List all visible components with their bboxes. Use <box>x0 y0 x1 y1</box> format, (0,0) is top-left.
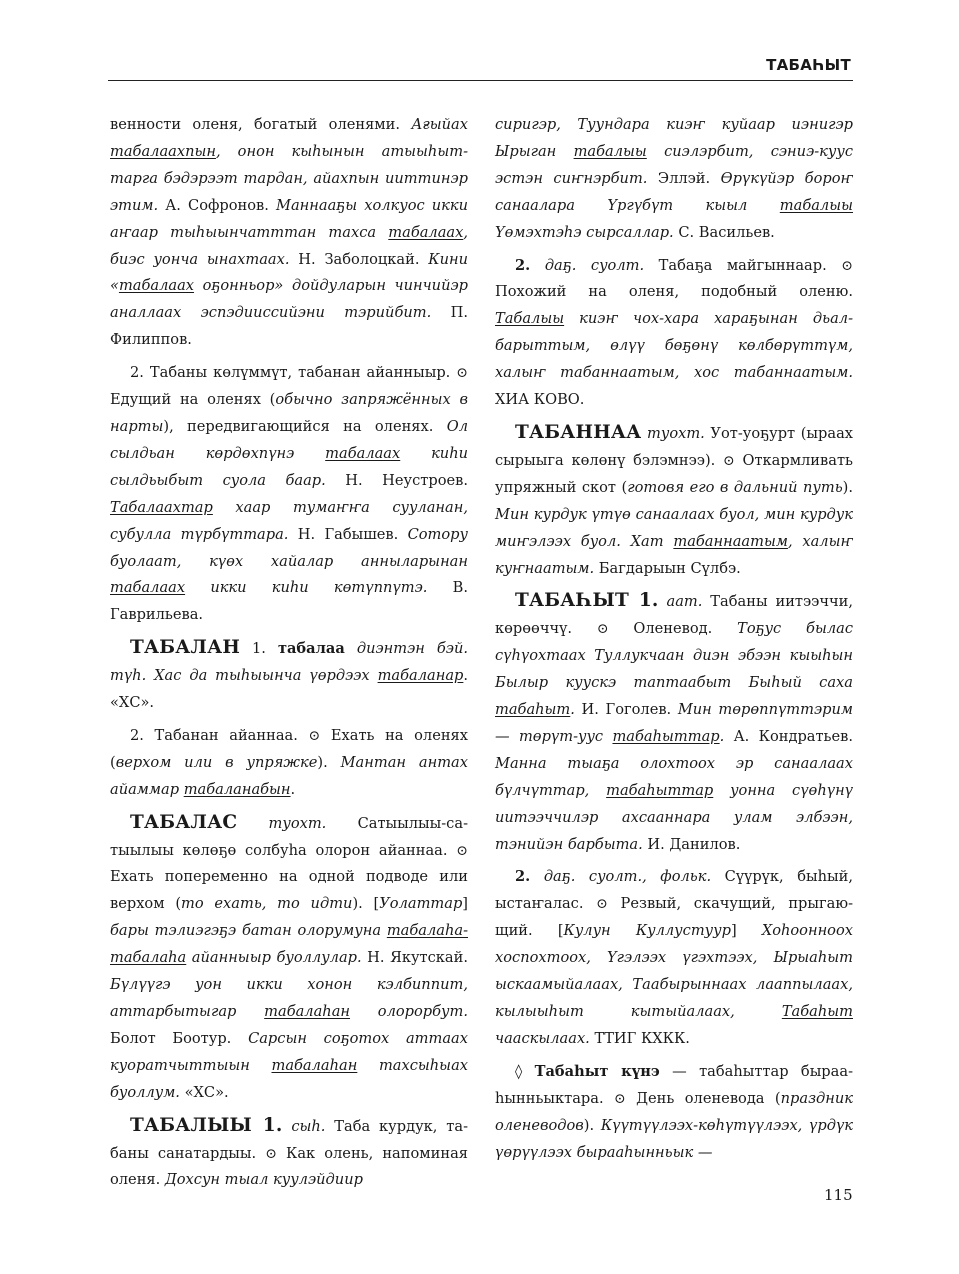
text-run: Таба курдук, табаны санатардыы. <box>110 1117 468 1162</box>
text-run: Уолаттар <box>379 895 463 913</box>
example-headword: табалаах <box>118 277 195 295</box>
text-run: Хоһоонноох хоспохтоох, Үгэлээх үгэхтээх, Ырыаһыт ыскаамыйалаах, Таабырыннаах лааппылаах, кылыыһыт кытыйалаах, <box>495 922 853 1020</box>
text-run: Ағыйах <box>411 116 468 133</box>
text-run: А. Кондратьев. <box>724 727 853 745</box>
text-run: , биэс уонча ынахтаах. <box>110 223 468 268</box>
text-run: С. Васильев. <box>673 223 775 241</box>
text-run: ] <box>730 922 762 940</box>
text-run: Откармливать упряжный скот ( <box>495 451 853 496</box>
text-run: табалаа <box>277 640 345 658</box>
headword: ТАБАЛЫЫ 1. <box>130 1114 283 1136</box>
text-run: Н. Якутскай. <box>361 949 468 967</box>
text-run: «ХС». <box>179 1083 229 1101</box>
text-run: Күүтүүлээх-көһүтүүлээх, үрдүк үөрүүлээх бырааһынньык — <box>495 1116 853 1161</box>
dictionary-paragraph <box>495 864 853 1052</box>
headword: ТАБАҺЫТ 1. <box>515 590 659 612</box>
text-run: ). <box>317 753 341 771</box>
text-run <box>659 593 667 610</box>
text-run: Сарсын соҕотох аттаах куоратчыттыын <box>110 1029 468 1074</box>
text-run: киэҥ чох-хара хараҕынан дьалбарыттым, өлүү бөҕөнү көлбөрүттүм, халыҥ табаннаатым, хос табаннаатым. <box>495 310 853 382</box>
example-headword: табаннаатым <box>673 532 788 550</box>
text-run: готовя его в дальний путь <box>627 478 843 496</box>
headword: ТАБАЛАС <box>130 811 238 833</box>
text-run: венности оленя, богатый оленями. <box>110 116 412 133</box>
text-run: Табаны иитээччи, көрөөччү. <box>495 593 854 638</box>
headword: ТАБАЛАН <box>130 637 241 659</box>
text-run <box>530 868 544 885</box>
page-number: 115 <box>824 1186 853 1204</box>
dictionary-paragraph <box>495 588 853 858</box>
text-run: , халыҥ куҥнаатым. <box>495 532 853 577</box>
text-run: Бүлүүгэ уон икки хонон кэлбиппит, аттарбытыгар <box>110 976 468 1020</box>
headword: ТАБАННАА <box>515 421 642 443</box>
text-run: Сатыылыы-сатыылыы көлөҕө солбуһа олорон айаннаа. <box>110 814 468 859</box>
text-run: Мантан антах айаммар <box>110 753 468 798</box>
text-run: ◊ <box>515 1062 535 1080</box>
text-run: икки киһи көтүппүтэ. <box>185 579 428 597</box>
example-headword: Табаһыт <box>781 1003 853 1020</box>
text-run: оҕонньор» дойдуларын чинчийэр аналлаах эспэдииссийэни тэрийбит. <box>110 277 468 322</box>
text-run: Кини « <box>110 250 468 295</box>
text-run: ), передвигающийся на оленях. <box>163 417 447 435</box>
text-run: диэнтэн бэй. түһ. <box>110 640 468 685</box>
text-run: туохт. <box>268 814 327 832</box>
text-run: 2. Табанан айаннаа. <box>130 726 309 744</box>
example-headword: табалаахпын <box>110 142 216 160</box>
text-run: ). <box>583 1116 601 1134</box>
text-run: Дохсун тыал куулэйдиир <box>164 1171 363 1189</box>
text-run: Как олень, напоминая оленя. <box>110 1144 468 1189</box>
example-headword: табалаах <box>325 444 401 462</box>
text-run: Мин курдук үтүө санаалаах буол, мин курдук миҥэлээх буол. Хат <box>495 505 853 550</box>
text-run: олорорбут. <box>350 1003 468 1020</box>
dictionary-paragraph <box>110 635 468 717</box>
text-run: Тоҕус былас сүһүохтаах Туллукчаан диэн эбээн кыыһын Былыр кууcкэ таптаабыт Быһый саха <box>495 620 853 692</box>
text-run: Н. Заболоцкай. <box>289 250 429 268</box>
text-run: Эллэй. <box>647 169 721 187</box>
example-headword: табалыы <box>573 142 647 160</box>
text-run: Н. Неустроев. <box>325 471 468 489</box>
text-run: 2. Табаны көлүммүт, табанан айанныыр. <box>130 364 457 382</box>
text-run: , онон кыһынын атыыһыттарга бэдэрээт тардан, айахпын ииттинэр этим. <box>110 142 468 214</box>
text-run: аат. <box>666 593 703 611</box>
text-run: уонна сүөһүнү иитээччилэр ахсааннара улам элбээн, тэнийэн барбыта. <box>495 781 854 853</box>
text-run: Едущий на оленях ( <box>110 391 276 409</box>
translation-marker-icon: ⊙ <box>265 1145 277 1162</box>
example-headword: Табалыы <box>495 310 565 328</box>
translation-marker-icon: ⊙ <box>596 621 609 638</box>
text-run: . <box>290 780 296 798</box>
text-run: туохт. <box>647 424 705 442</box>
text-run: . <box>719 727 725 745</box>
text-run: И. Гоголев. <box>574 701 678 719</box>
dictionary-paragraph <box>110 112 468 354</box>
text-run: День оленевода ( <box>625 1089 781 1107</box>
text-run: Н. Габышев. <box>288 525 408 543</box>
example-headword: табаланар <box>377 667 464 685</box>
text-run: . «ХС». <box>110 667 469 712</box>
text-run: А. Софронов. <box>158 196 277 214</box>
dictionary-paragraph <box>495 112 853 247</box>
text-run: ] <box>462 895 468 913</box>
page-header <box>108 58 853 81</box>
example-headword: табалаһа-табалаһа <box>110 922 468 967</box>
example-headword: Табалаахтар <box>110 498 213 516</box>
translation-marker-icon: ⊙ <box>841 257 853 274</box>
text-run: 2. <box>515 256 531 274</box>
text-run: чааскылаах. <box>495 1029 590 1047</box>
example-headword: табаланабын <box>183 780 291 798</box>
text-run: сиригэр, Туундара киэҥ куйаар иэнигэр Ырыган <box>495 116 853 160</box>
text-run: ХИА КОВО. <box>495 391 585 409</box>
dictionary-paragraph <box>110 810 468 1107</box>
text-run: Кулун Куллустуур <box>563 922 731 940</box>
translation-marker-icon: ⊙ <box>308 727 321 744</box>
text-run: сыһ. <box>291 1117 326 1135</box>
text-run: сиэлэрбит, сэниэ-куус эстэн сиҥнэрбит. <box>495 142 853 187</box>
dictionary-paragraph <box>110 723 468 804</box>
example-headword: табаһыт <box>495 701 571 719</box>
dictionary-paragraph <box>110 360 468 629</box>
text-run: тахсыһыах буоллум. <box>110 1056 468 1101</box>
text-run: Үөмэхтэһэ сырсаллар. <box>495 223 674 241</box>
text-run: ). [ <box>352 895 380 913</box>
text-run: Өрүкүйэр бороҥ санаалара Үргүбүт кыыл <box>495 169 854 214</box>
translation-marker-icon: ⊙ <box>456 365 468 382</box>
example-headword: табаһыттар <box>606 781 714 799</box>
text-run: обычно запряжённых в нарты <box>110 391 468 435</box>
text-run: киһи сылдьыбыт суола баар. <box>110 444 468 489</box>
text-run <box>530 257 545 274</box>
left-column <box>110 112 468 1194</box>
text-run: айанныыр буоллулар. <box>186 949 362 967</box>
text-run: Уот-уоҕурт (ыраах сырыыга көлөнү бэлэмнээ). <box>495 424 853 469</box>
translation-marker-icon: ⊙ <box>596 896 608 913</box>
example-headword: табалаһан <box>264 1003 351 1020</box>
text-run: бары тэлиэгэҕэ батан олорумуна <box>110 922 387 940</box>
text-run: Табаҕа майгыннаар. <box>644 256 842 274</box>
text-run: то ехать, то идти <box>181 895 353 913</box>
text-run: Маннааҕы холкуос икки аҥаар тыһыынчатттан тахса <box>110 196 468 241</box>
text-run: Багдарыын Сүлбэ. <box>594 559 741 577</box>
text-run: В. Гаврильева. <box>110 579 468 624</box>
example-headword: табалаах <box>110 579 186 597</box>
text-run: . <box>570 701 575 719</box>
text-run: Мин төрөппүттэрим — төрүт-уус <box>495 701 853 745</box>
text-run: Табаһыт күнэ <box>534 1062 660 1080</box>
text-run: ТТИГ КХКК. <box>589 1029 690 1047</box>
right-column <box>495 112 853 1166</box>
translation-marker-icon: ⊙ <box>723 452 735 469</box>
text-run: Резвый, скачущий, прыгающий. [ <box>495 895 854 940</box>
text-run: Манна тыаҕа олохтоох эр санаалаах бүлчүттар, <box>495 754 853 799</box>
text-run: Болот Боотур. <box>110 1029 249 1047</box>
text-run: 1. <box>240 640 278 658</box>
example-headword: табалаһан <box>271 1056 358 1074</box>
dictionary-paragraph <box>495 420 853 582</box>
text-run: Сүүрүк, быһый, ыстаҥалас. <box>495 868 854 913</box>
translation-marker-icon: ⊙ <box>456 842 468 859</box>
dictionary-paragraph <box>110 1113 468 1195</box>
text-run: праздник оленеводов <box>495 1089 854 1134</box>
text-run: Сотору буолаат, күөх хайалар анныларынан <box>110 525 468 570</box>
text-run: П. Филиппов. <box>110 304 468 349</box>
text-run <box>146 667 154 684</box>
text-run: Ол сылдьан көрдөхпүнэ <box>110 417 468 462</box>
text-run <box>237 815 268 832</box>
example-headword: табалаах <box>388 223 464 241</box>
text-run: Хас да тыһыынча үөрдээх <box>154 667 378 685</box>
example-headword: табаһыттар <box>612 727 720 745</box>
example-headword: табалыы <box>779 196 853 214</box>
text-run: — табаһыттар бырааһынньыктара. <box>495 1062 853 1107</box>
text-run: хаар тумаҥҥа сууланан, субулла түрбүттара. <box>110 498 468 543</box>
text-run: Похожий на оленя, подобный оленю. <box>495 283 853 301</box>
dictionary-paragraph <box>495 253 853 414</box>
text-run: И. Данилов. <box>642 835 741 853</box>
text-run: даҕ. суолт. <box>544 256 645 274</box>
text-run: ). <box>842 478 854 496</box>
text-run: верхом или в упряжке <box>115 753 318 771</box>
dictionary-paragraph <box>495 1059 853 1167</box>
text-run: 2. <box>515 868 531 886</box>
running-head: ТАБАҺЫТ <box>766 56 851 74</box>
text-run: Ехать попеременно на одной подводе или верхом ( <box>110 868 468 913</box>
text-run: Ехать на оленях ( <box>110 726 468 771</box>
translation-marker-icon: ⊙ <box>614 1090 626 1107</box>
text-run: Оленевод. <box>608 620 738 638</box>
text-run: даҕ. суолт., фольк. <box>543 868 712 886</box>
